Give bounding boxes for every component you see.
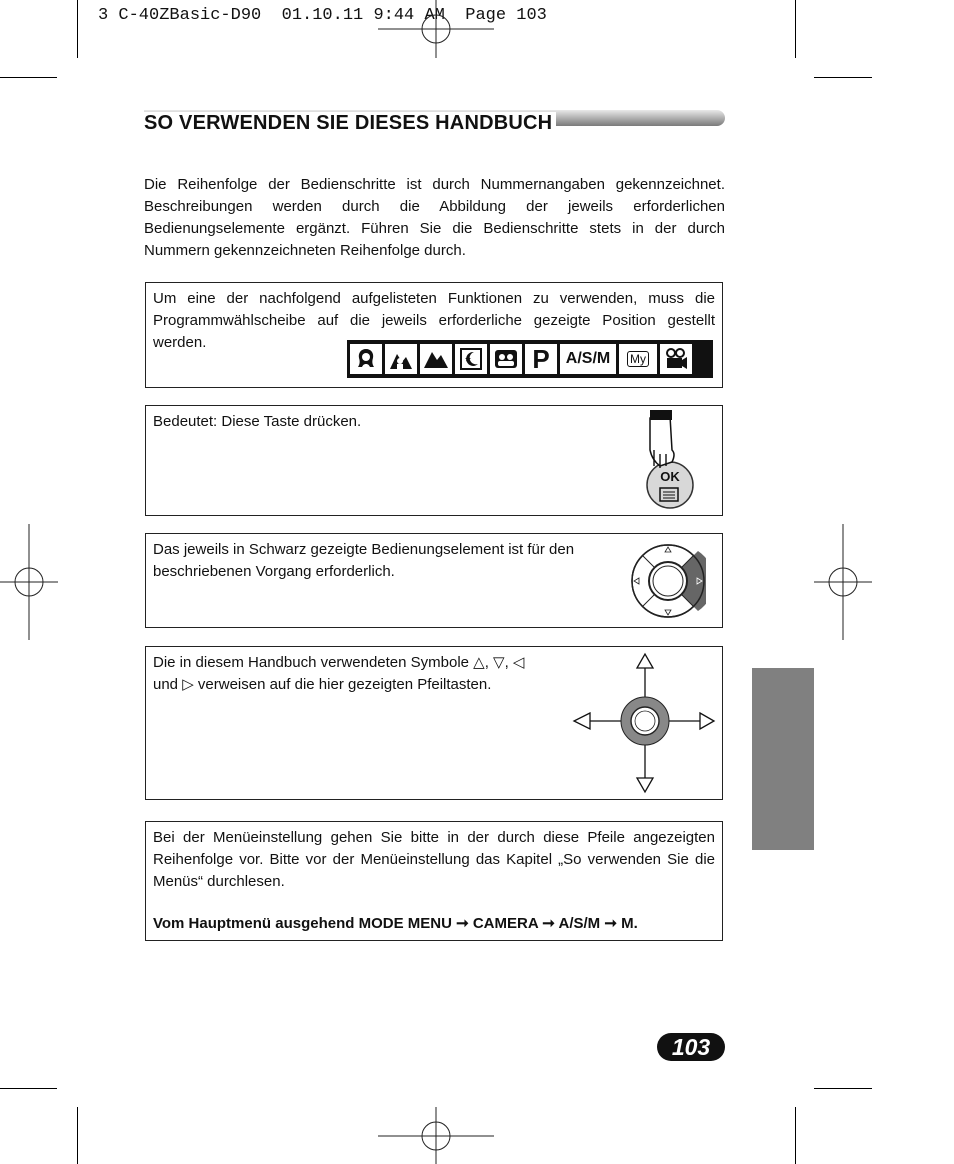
black-control-text: Das jeweils in Schwarz gezeigte Bedienungselement ist für den beschriebenen Vorgang erforderlich.: [153, 541, 575, 580]
intro-paragraph: Die Reihenfolge der Bedienschritte ist durch Nummernangaben gekennzeichnet. Beschreibungen werden durch die Abbildung der jeweils erforderlichen Bedienungselemente ergänzt. Führen Sie die Bedienschritte stets in der durch Nummern gekennzeichneten Reihenfolge durch.: [144, 176, 725, 259]
landscape-mode-icon: [420, 344, 452, 374]
movie-mode-icon: [660, 344, 692, 374]
landscape-portrait-mode-icon: [385, 344, 417, 374]
ok-button-label: OK: [660, 469, 680, 484]
menu-path-text: Bei der Menüeinstellung gehen Sie bitte in der durch diese Pfeile angezeigten Reihenfolge vor. Bitte vor der Menüeinstellung das Kapitel „So verwenden Sie die Menüs“ durchlesen.: [153, 829, 715, 890]
menu-path-box: [145, 821, 723, 941]
menu-arrow-icon: ➞: [604, 915, 617, 932]
section-title: SO VERWENDEN SIE DIESES HANDBUCH: [144, 112, 556, 135]
page-number: 103: [657, 1033, 725, 1061]
asm-mode-label: A/S/M: [560, 344, 616, 374]
self-portrait-mode-icon: [490, 344, 522, 374]
my-mode-icon: [619, 344, 657, 374]
my-mode-label: My: [627, 351, 649, 367]
press-button-text: Bedeutet: Diese Taste drücken.: [153, 413, 362, 430]
mode-dial-text: Um eine der nachfolgend aufgelisteten Funktionen zu verwenden, muss die Programmwählscheibe auf die jeweils erforderliche gezeigte Position gestellt werden.: [153, 290, 715, 351]
night-scene-mode-icon: [455, 344, 487, 374]
menu-arrow-icon: ➞: [456, 915, 469, 932]
chapter-side-tab: [752, 668, 814, 850]
menu-step-m: M.: [621, 915, 638, 932]
finger-press-icon: [640, 410, 700, 510]
control-pad-icon: [630, 543, 706, 619]
menu-path-lead: Vom Hauptmenü ausgehend MODE MENU: [153, 915, 452, 932]
menu-path-sequence: [153, 913, 715, 935]
portrait-mode-icon: [350, 344, 382, 374]
menu-arrow-icon: ➞: [542, 915, 555, 932]
arrow-keys-diagram: [570, 652, 716, 794]
program-mode-label: P: [525, 344, 557, 374]
press-button-box: [145, 405, 723, 516]
print-slug-line: 3 C-40ZBasic-D90 01.10.11 9:44 AM Page 103: [98, 6, 547, 25]
arrow-symbols-text: Die in diesem Handbuch verwendeten Symbole △, ▽, ◁ und ▷ verweisen auf die hier gezeigten Pfeiltasten.: [153, 654, 525, 693]
mode-dial-icons: [347, 340, 713, 378]
menu-step-asm: A/S/M: [558, 915, 601, 932]
menu-step-camera: CAMERA: [472, 915, 539, 932]
